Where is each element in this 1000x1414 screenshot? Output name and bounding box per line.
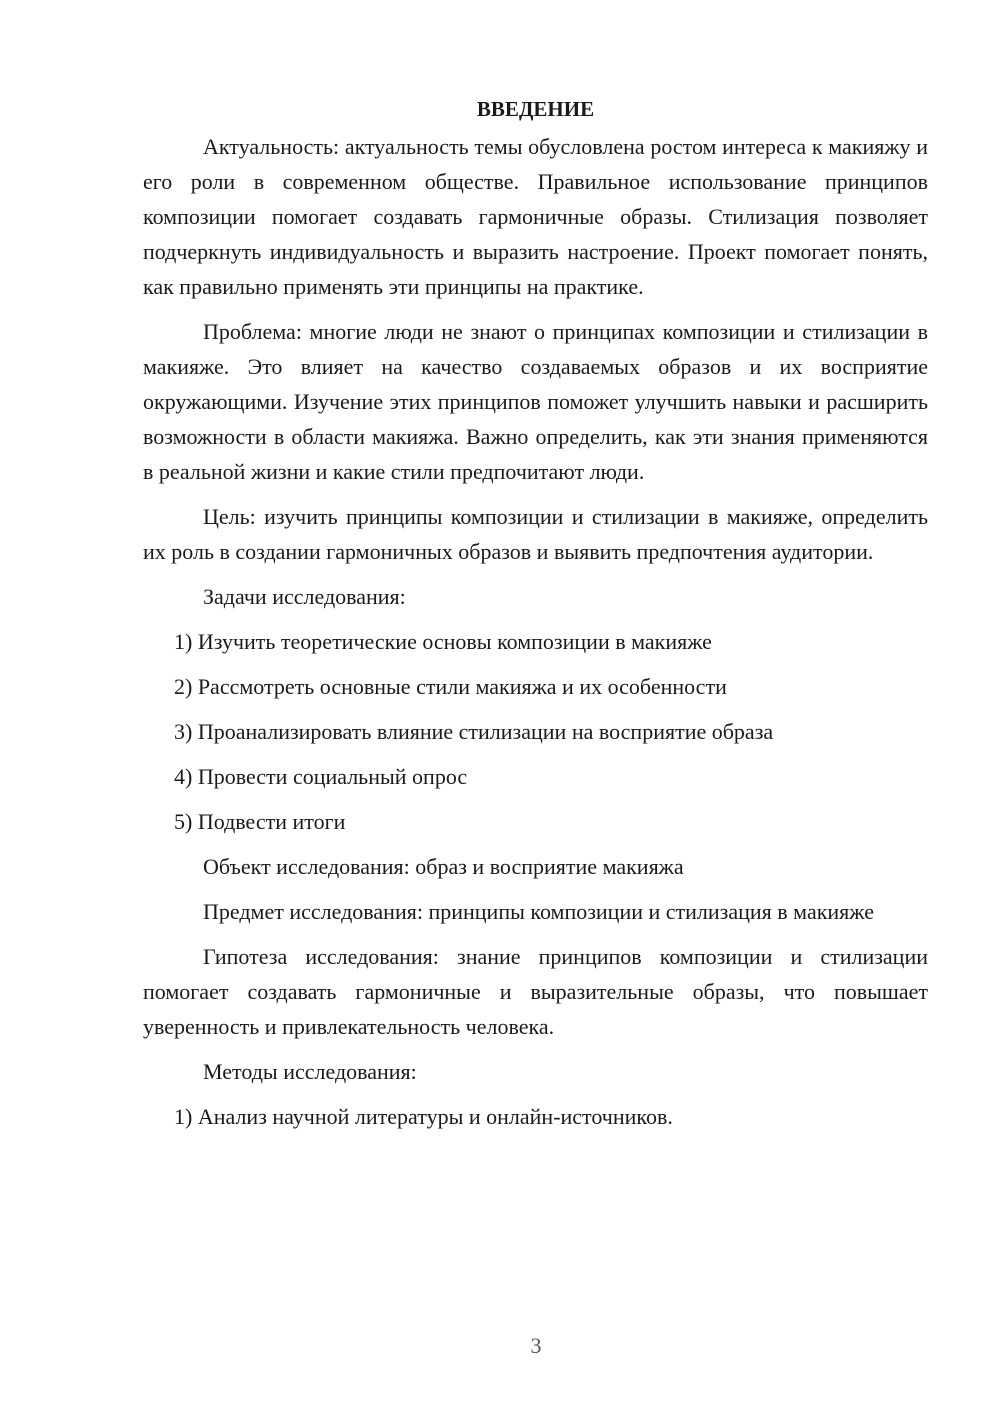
hypothesis-paragraph: Гипотеза исследования: знание принципов композиции и стилизации помогает создавать гармоничные и выразительные образы, что повышает уверенность и привлекательность человека. bbox=[143, 944, 928, 1039]
section-title: ВВЕДЕНИЕ bbox=[476, 97, 595, 121]
task-item: 4) Провести социальный опрос bbox=[174, 764, 468, 789]
tasks-list bbox=[143, 624, 928, 839]
document-page bbox=[143, 92, 928, 1144]
methods-heading: Методы исследования: bbox=[203, 1059, 417, 1084]
problem-paragraph: Проблема: многие люди не знают о принципах композиции и стилизации в макияже. Это влияет на качество создаваемых образов и их восприятие окружающими. Изучение этих принципов поможет улучшить навыки и расширить возможности в области макияжа. Важно определить, как эти знания применяются в реальной жизни и какие стили предпочитают люди. bbox=[143, 319, 928, 484]
task-item: 3) Проанализировать влияние стилизации на восприятие образа bbox=[174, 719, 774, 744]
page-number: 3 bbox=[530, 1333, 542, 1358]
task-item: 5) Подвести итоги bbox=[174, 809, 346, 834]
method-item: 1) Анализ научной литературы и онлайн-источников. bbox=[174, 1104, 673, 1129]
task-item: 1) Изучить теоретические основы композиции в макияже bbox=[174, 629, 712, 654]
object-paragraph: Объект исследования: образ и восприятие макияжа bbox=[203, 854, 684, 879]
methods-list bbox=[143, 1099, 928, 1134]
relevance-paragraph: Актуальность: актуальность темы обусловлена ростом интереса к макияжу и его роли в современном обществе. Правильное использование принципов композиции помогает создавать гармоничные образы. Стилизация позволяет подчеркнуть индивидуальность и выразить настроение. Проект помогает понять, как правильно применять эти принципы на практике. bbox=[143, 134, 928, 299]
task-item: 2) Рассмотреть основные стили макияжа и их особенности bbox=[174, 674, 727, 699]
tasks-heading: Задачи исследования: bbox=[203, 584, 406, 609]
subject-paragraph: Предмет исследования: принципы композиции и стилизация в макияже bbox=[203, 899, 874, 924]
goal-paragraph: Цель: изучить принципы композиции и стилизации в макияже, определить их роль в создании гармоничных образов и выявить предпочтения аудитории. bbox=[143, 504, 928, 564]
